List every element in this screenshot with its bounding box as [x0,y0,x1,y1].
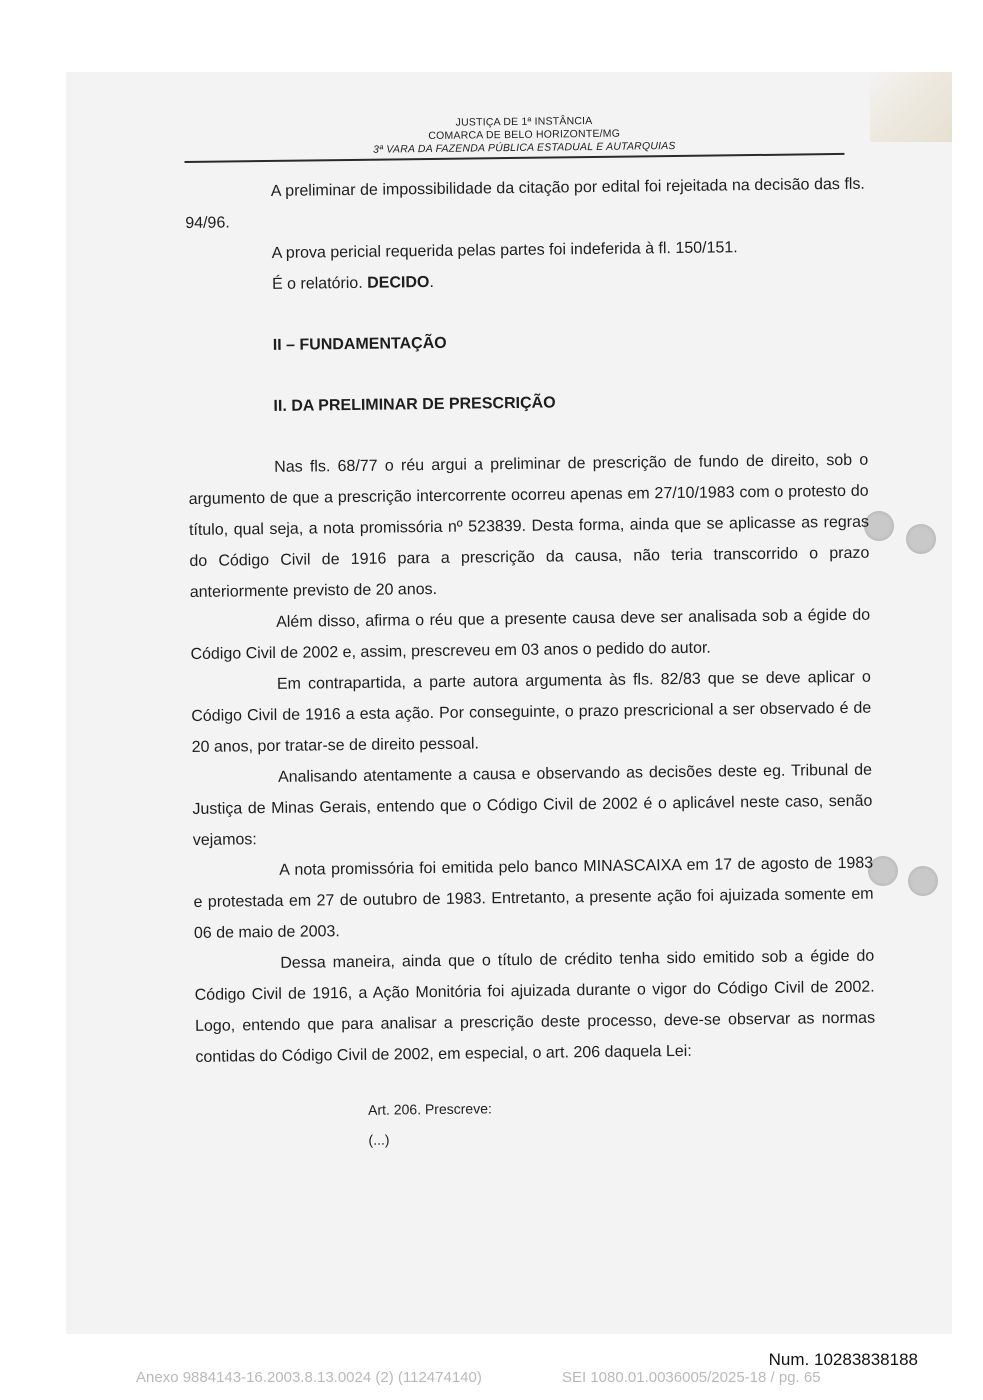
punch-hole [906,524,936,554]
header-line-2: COMARCA DE BELO HORIZONTE/MG [428,127,621,143]
paragraph-8: A nota promissória foi emitida pelo banco MINASCAIXA em 17 de agosto de 1983 e protestada em 27 de outubro de 1983. Entretanto, a presente ação foi ajuizada somente em 06 de maio de 2003. [193,854,874,942]
report-text: É o relatório. [271,274,368,293]
quote-article: Art. 206. Prescreve: [368,1100,492,1118]
quote-ellipsis: (...) [368,1131,390,1148]
paragraph-1: A preliminar de impossibilidade da citação por edital foi rejeitada na decisão das fls. 94/96. [185,175,865,232]
subsection-heading: II. DA PRELIMINAR DE PRESCRIÇÃO [273,394,556,415]
section-heading: II – FUNDAMENTAÇÃO [272,334,447,354]
sei-reference: SEI 1080.01.0036005/2025-18 / pg. 65 [562,1369,821,1386]
paragraph-2: A prova pericial requerida pelas partes foi indeferida à fl. 150/151. [271,239,738,262]
paragraph-7: Analisando atentamente a causa e observando as decisões deste eg. Tribunal de Justiça de Minas Gerais, entendo que o Código Civil de 2002 é o aplicável neste caso, senão vejamos: [192,761,873,849]
folded-corner [870,72,952,142]
header-line-3: 3ª VARA DA FAZENDA PÚBLICA ESTADUAL E AUTARQUIAS [373,139,676,156]
report-end: . [429,273,434,292]
paragraph-4: Nas fls. 68/77 o réu argui a preliminar de prescrição de fundo de direito, sob o argumento de que a prescrição intercorrente ocorreu apenas em 27/10/1983 com o protesto do título, qual seja, a nota promissória nº 523839. Desta forma, ainda que se aplicasse as regras do Código Civil de 1916 para a prescrição da causa, não teria transcorrido o prazo anteriormente previsto de 20 anos. [188,451,870,601]
document-page [184,112,877,1157]
decido-text: DECIDO [367,274,430,292]
annex-reference: Anexo 9884143-16.2003.8.13.0024 (2) (112474140) [136,1369,482,1386]
paragraph-5: Além disso, afirma o réu que a presente causa deve ser analisada sob a égide do Código Civil de 2002 e, assim, prescreveu em 03 anos o pedido do autor. [190,606,871,663]
punch-hole [908,866,938,896]
paragraph-6: Em contrapartida, a parte autora argumenta às fls. 82/83 que se deve aplicar o Código Civil de 1916 a esta ação. Por conseguinte, o prazo prescricional a ser observado é de 20 anos, por tratar-se de direito pessoal. [191,668,872,756]
document-number: Num. 10283838188 [768,1350,918,1369]
header-line-1: JUSTIÇA DE 1ª INSTÂNCIA [455,115,593,129]
court-header [184,112,864,159]
paragraph-9: Dessa maneira, ainda que o título de crédito tenha sido emitido sob a égide do Código Civil de 1916, a Ação Monitória foi ajuizada durante o vigor do Código Civil de 2002. Logo, entendo que para analisar a prescrição deste processo, deve-se observar as normas contidas do Código Civil de 2002, em especial, o art. 206 daquela Lei: [194,947,876,1066]
